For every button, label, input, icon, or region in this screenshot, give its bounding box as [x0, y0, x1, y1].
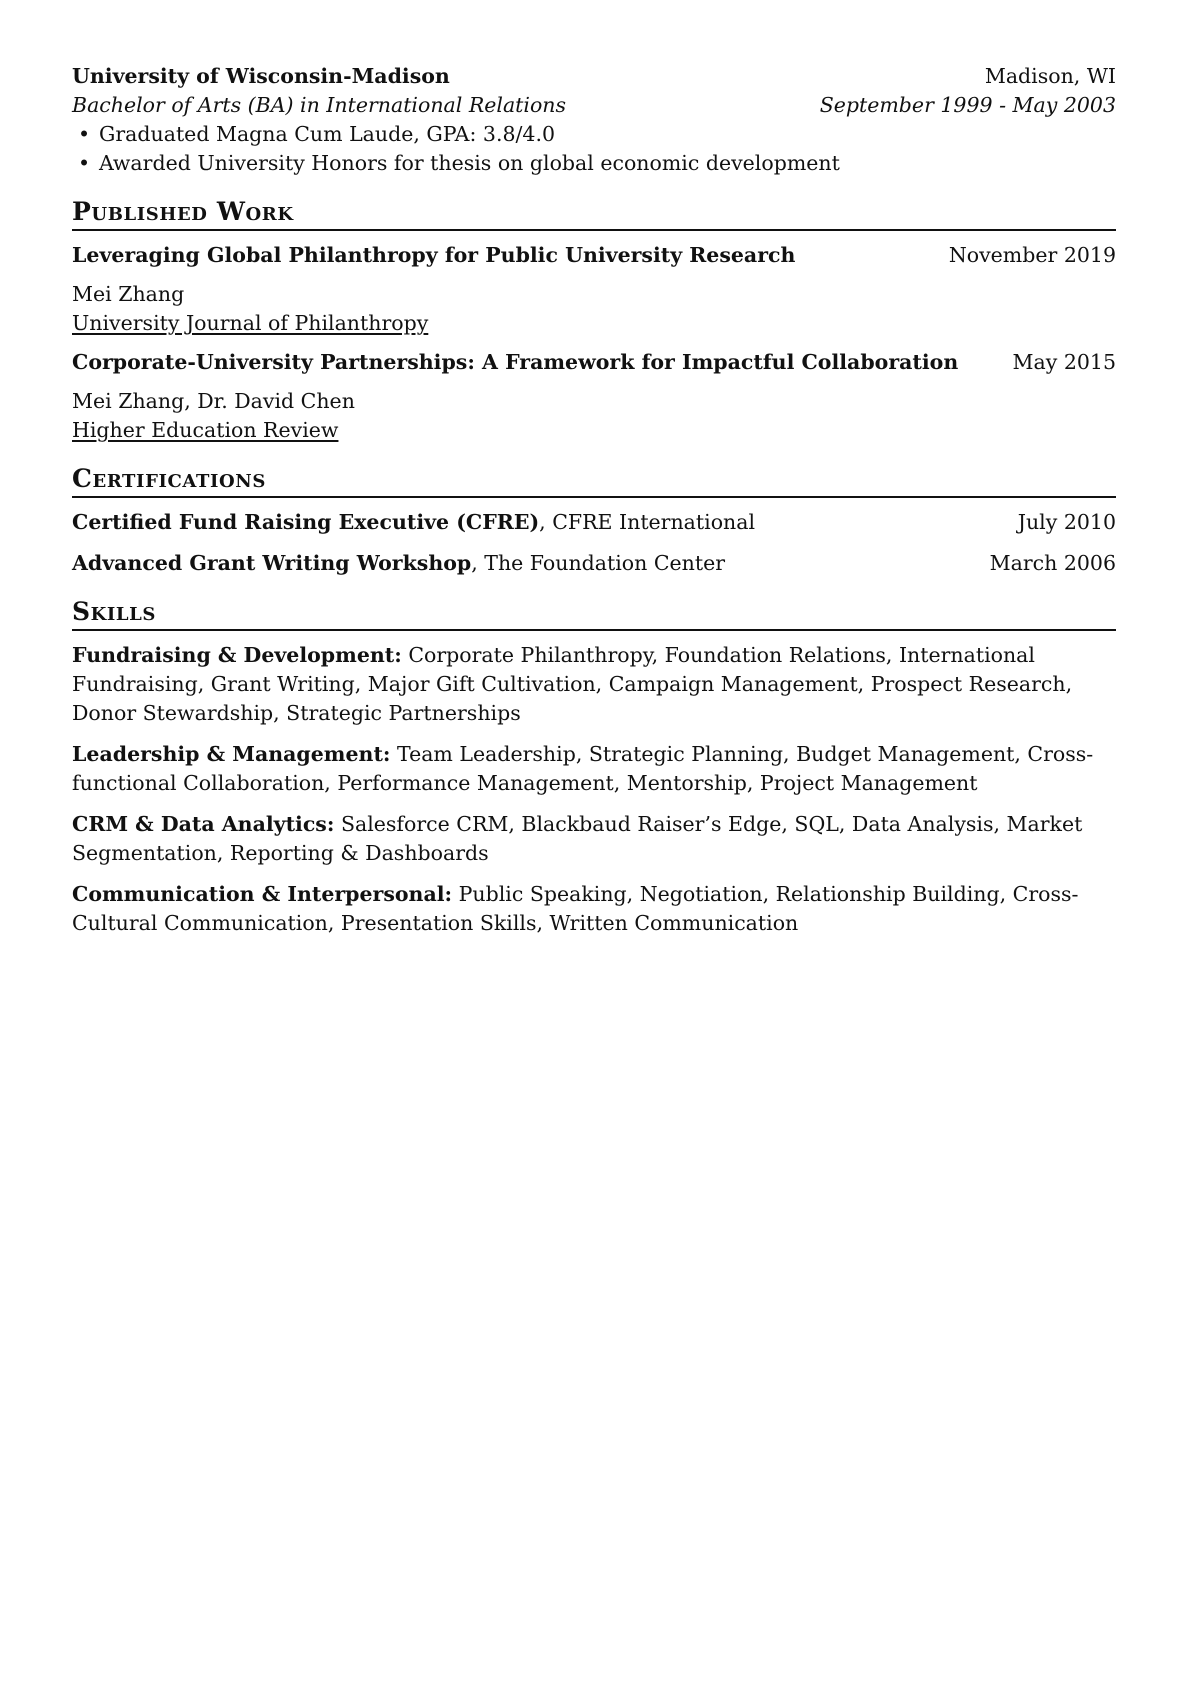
publication-date: November 2019: [948, 243, 1116, 267]
certification-date: July 2010: [1017, 510, 1116, 534]
publication-date: May 2015: [1012, 350, 1116, 374]
publication-authors: Mei Zhang: [72, 282, 185, 306]
skill-group-text: Public Speaking, Negotiation, Relationship Building, Cross-Cultural Communication, Presentation Skills, Written Communication: [72, 882, 1079, 935]
education-bullet: • Awarded University Honors for thesis on global economic development: [72, 149, 1116, 178]
publication-entry: [72, 348, 1116, 445]
school-location: Madison, WI: [984, 64, 1116, 88]
certification-date: March 2006: [989, 551, 1116, 575]
skill-group-text: Team Leadership, Strategic Planning, Budget Management, Cross-functional Collaboration, Performance Management, Mentorship, Project Management: [72, 742, 1094, 795]
certification-issuer: , CFRE International: [539, 510, 756, 534]
skill-group-label: Communication & Interpersonal:: [72, 882, 453, 906]
education-bullets: [72, 120, 1116, 178]
publication-title: Leveraging Global Philanthropy for Public University Research: [72, 243, 796, 267]
publication-venue-link[interactable]: Higher Education Review: [72, 418, 339, 442]
publication-entry: [72, 241, 1116, 338]
skill-group: [72, 641, 1116, 728]
skill-group-text: Corporate Philanthropy, Foundation Relations, International Fundraising, Grant Writing, Major Gift Cultivation, Campaign Management, Prospect Research, Donor Stewardship, Strategic Partnerships: [72, 643, 1073, 725]
skill-group-label: Leadership & Management:: [72, 742, 391, 766]
certification-entry: [72, 508, 1116, 537]
certification-issuer: , The Foundation Center: [471, 551, 726, 575]
school-name: University of Wisconsin-Madison: [72, 64, 450, 88]
section-heading-skills: Skills: [72, 596, 1116, 631]
skill-group-text: Salesforce CRM, Blackbaud Raiser’s Edge, SQL, Data Analysis, Market Segmentation, Reporting & Dashboards: [72, 812, 1083, 865]
skill-group: [72, 810, 1116, 868]
resume-page: [72, 62, 1116, 938]
publication-title: Corporate-University Partnerships: A Framework for Impactful Collaboration: [72, 350, 959, 374]
education-entry: [72, 62, 1116, 178]
skill-group: [72, 880, 1116, 938]
section-heading-published-work: Published Work: [72, 196, 1116, 231]
publication-venue-link[interactable]: University Journal of Philanthropy: [72, 311, 429, 335]
certification-entry: [72, 549, 1116, 578]
certification-name: Advanced Grant Writing Workshop: [72, 551, 472, 575]
publication-authors: Mei Zhang, Dr. David Chen: [72, 389, 355, 413]
skill-group-label: Fundraising & Development:: [72, 643, 402, 667]
section-heading-certifications: Certifications: [72, 463, 1116, 498]
skill-group-label: CRM & Data Analytics:: [72, 812, 335, 836]
education-dates: September 1999 - May 2003: [819, 93, 1116, 117]
education-bullet: • Graduated Magna Cum Laude, GPA: 3.8/4.0: [72, 120, 1116, 149]
certification-name: Certified Fund Raising Executive (CFRE): [72, 510, 540, 534]
skill-group: [72, 740, 1116, 798]
degree: Bachelor of Arts (BA) in International Relations: [72, 93, 567, 117]
